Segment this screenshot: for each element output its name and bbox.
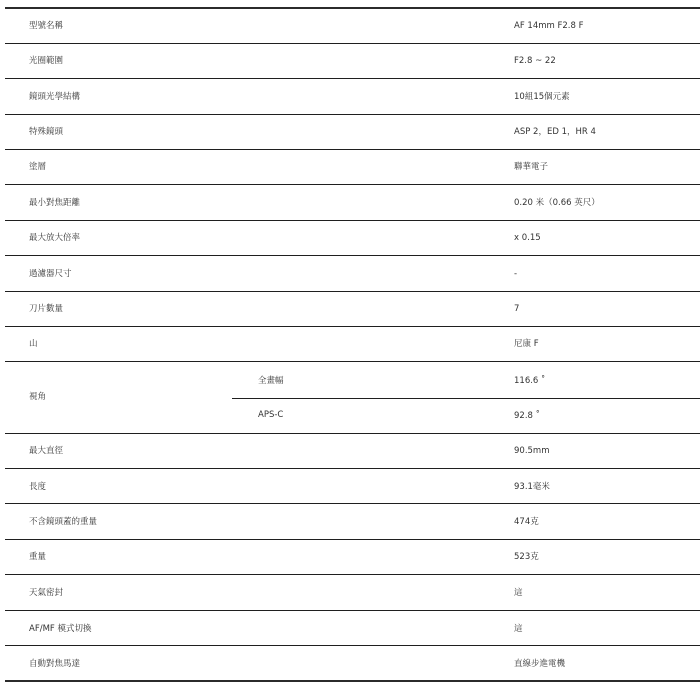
row-value: 93.1毫米 xyxy=(514,482,550,492)
row-label: 鏡頭光學結構 xyxy=(29,92,81,102)
sub-row-value: 92.8 ˚ xyxy=(514,411,540,421)
table-row xyxy=(5,327,700,362)
table-row xyxy=(5,9,700,44)
table-row xyxy=(5,79,700,115)
table-row-view-angle xyxy=(5,362,700,434)
row-value: 90.5mm xyxy=(514,446,550,456)
row-value: 474克 xyxy=(514,517,539,527)
row-label: 最小對焦距離 xyxy=(29,198,81,208)
row-label: 型號名稱 xyxy=(29,21,64,31)
row-value: ASP 2，ED 1，HR 4 xyxy=(514,127,596,137)
row-value: - xyxy=(514,269,518,279)
row-value: x 0.15 xyxy=(514,233,541,243)
table-row xyxy=(5,292,700,327)
row-label: 不含鏡頭蓋的重量 xyxy=(29,517,98,527)
table-row xyxy=(5,150,700,185)
sub-row-label: 全畫幅 xyxy=(258,376,284,386)
row-value: 0.20 米（0.66 英尺） xyxy=(514,198,600,208)
table-row xyxy=(5,256,700,292)
sub-row-value: 116.6 ˚ xyxy=(514,376,546,386)
table-row xyxy=(5,504,700,540)
row-divider xyxy=(5,680,700,682)
row-label: 過濾器尺寸 xyxy=(29,269,72,279)
row-label: 最大直徑 xyxy=(29,446,64,456)
table-row xyxy=(5,575,700,611)
row-value: 這 xyxy=(514,588,523,598)
row-label: 特殊鏡頭 xyxy=(29,127,64,137)
row-value: 523克 xyxy=(514,552,539,562)
row-label: 塗層 xyxy=(29,162,47,172)
row-label: 最大放大倍率 xyxy=(29,233,81,243)
row-value: 聯華電子 xyxy=(514,162,549,172)
row-value: 這 xyxy=(514,624,523,634)
row-value: F2.8 ~ 22 xyxy=(514,56,556,66)
row-value: AF 14mm F2.8 F xyxy=(514,21,584,31)
table-row xyxy=(5,185,700,221)
table-row xyxy=(5,469,700,504)
row-label: AF/MF 模式切換 xyxy=(29,624,92,634)
row-label: 刀片數量 xyxy=(29,304,64,314)
table-row xyxy=(5,540,700,575)
row-label: 光圈範圍 xyxy=(29,56,64,66)
table-row xyxy=(5,221,700,256)
row-value: 尼康 F xyxy=(514,339,539,349)
sub-row-divider xyxy=(232,398,700,399)
row-label: 天氣密封 xyxy=(29,588,64,598)
table-row xyxy=(5,646,700,682)
table-row xyxy=(5,115,700,150)
row-value: 直線步進電機 xyxy=(514,659,566,669)
row-value: 7 xyxy=(514,304,520,314)
table-row xyxy=(5,611,700,646)
row-label: 重量 xyxy=(29,552,47,562)
row-label: 山 xyxy=(29,339,38,349)
row-value: 10組15個元素 xyxy=(514,92,570,102)
sub-row-label: APS-C xyxy=(258,410,284,420)
row-label: 長度 xyxy=(29,482,47,492)
row-label: 自動對焦馬達 xyxy=(29,659,81,669)
table-row xyxy=(5,434,700,469)
row-label: 視角 xyxy=(29,392,47,402)
table-row xyxy=(5,44,700,79)
